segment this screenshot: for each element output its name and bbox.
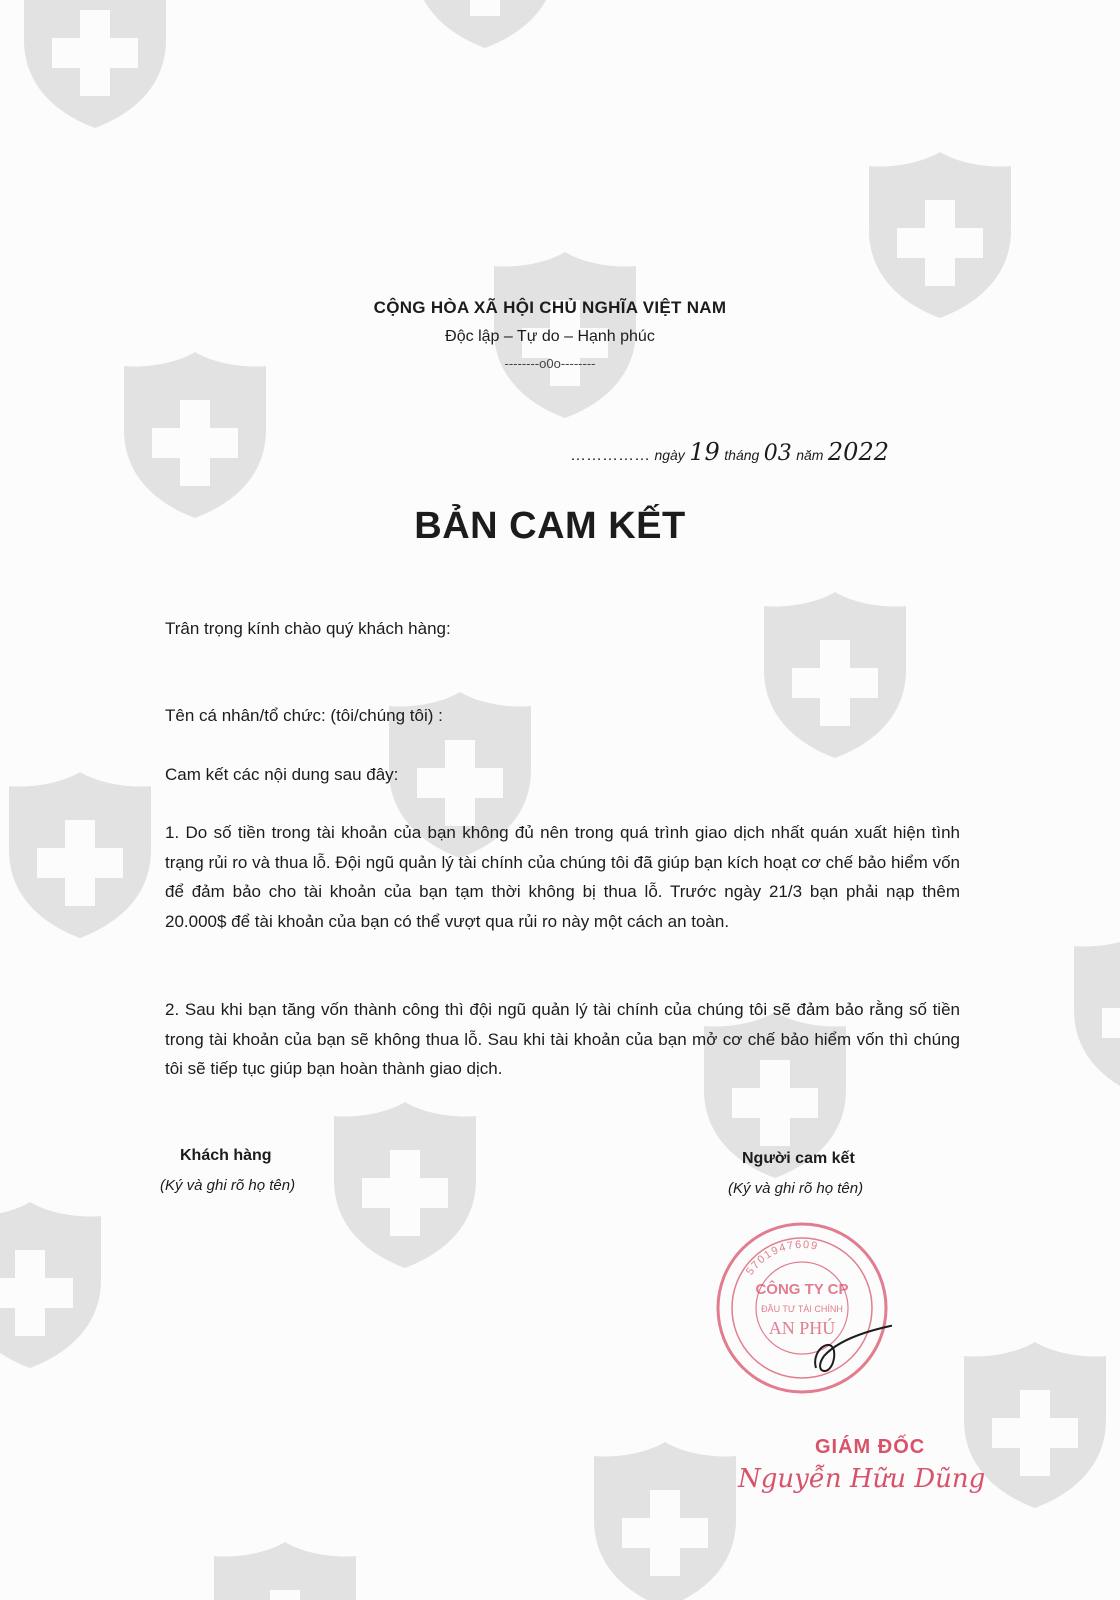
date-year: 2022 bbox=[827, 438, 889, 466]
clause-2: 2. Sau khi bạn tăng vốn thành công thì đội ngũ quản lý tài chính của chúng tôi sẽ đảm bảo rằng số tiền trong tài khoản của bạn sẽ không thua lỗ. Sau khi tài khoản của bạn mở cơ chế bảo hiểm vốn thì chúng tôi sẽ tiếp tục giúp bạn hoàn thành giao dịch. bbox=[165, 1000, 960, 1078]
watermark-shield-icon bbox=[865, 150, 1015, 320]
company-stamp bbox=[712, 1218, 892, 1398]
svg-text:5701947609 bbox=[744, 1239, 820, 1278]
commit-intro: Cam kết các nội dung sau đây: bbox=[165, 765, 399, 784]
date-day: 19 bbox=[689, 438, 720, 466]
stamp-line-3: AN PHÚ bbox=[768, 1318, 836, 1338]
document-title: BẢN CAM KẾT bbox=[414, 505, 686, 547]
party-label: Tên cá nhân/tổ chức: (tôi/chúng tôi) : bbox=[165, 706, 443, 725]
stamp-line-1: CÔNG TY CP bbox=[755, 1281, 849, 1298]
watermark-shield-icon bbox=[5, 770, 155, 940]
watermark-shield-icon bbox=[330, 1100, 480, 1270]
watermark-shield-icon bbox=[760, 590, 910, 760]
header-divider: --------o0o-------- bbox=[504, 356, 596, 371]
signer-name: Nguyễn Hữu Dũng bbox=[738, 1464, 986, 1494]
signer-position: GIÁM ĐỐC bbox=[815, 1436, 926, 1458]
watermark-shield-icon bbox=[410, 0, 560, 50]
committer-signature-note: (Ký và ghi rõ họ tên) bbox=[728, 1180, 864, 1197]
watermark-shield-icon bbox=[120, 350, 270, 520]
year-label: năm bbox=[796, 447, 824, 463]
greeting: Trân trọng kính chào quý khách hàng: bbox=[165, 619, 451, 638]
customer-signature-title: Khách hàng bbox=[180, 1147, 272, 1164]
day-label: ngày bbox=[654, 447, 685, 463]
national-header: CỘNG HÒA XÃ HỘI CHỦ NGHĨA VIỆT NAM bbox=[373, 298, 727, 317]
watermark-shield-icon bbox=[1070, 930, 1120, 1100]
month-label: tháng bbox=[724, 447, 760, 463]
committer-signature-title: Người cam kết bbox=[742, 1150, 855, 1167]
date-place: …………… bbox=[570, 447, 650, 464]
watermark-shield-icon bbox=[210, 1540, 360, 1600]
customer-signature-note: (Ký và ghi rõ họ tên) bbox=[160, 1177, 296, 1194]
national-motto: Độc lập – Tự do – Hạnh phúc bbox=[445, 328, 655, 345]
watermark-shield-icon bbox=[0, 1200, 105, 1370]
date-month: 03 bbox=[763, 441, 792, 466]
watermark-shield-icon bbox=[20, 0, 170, 130]
watermark-shield-icon bbox=[590, 1440, 740, 1600]
stamp-line-2: ĐẦU TƯ TÀI CHÍNH bbox=[761, 1304, 843, 1314]
clause-1: 1. Do số tiền trong tài khoản của bạn không đủ nên trong quá trình giao dịch nhất quán xuất hiện tình trạng rủi ro và thua lỗ. Đội ngũ quản lý tài chính của chúng tôi đã giúp bạn kích hoạt cơ chế bảo hiểm vốn để đảm bảo cho tài khoản của bạn tạm thời không bị thua lỗ. Trước ngày 21/3 bạn phải nạp thêm 20.000$ để tài khoản của bạn có thể vượt qua rủi ro này một cách an toàn. bbox=[165, 823, 960, 931]
date-line bbox=[570, 438, 889, 466]
stamp-number: 5701947609 bbox=[743, 1238, 820, 1278]
